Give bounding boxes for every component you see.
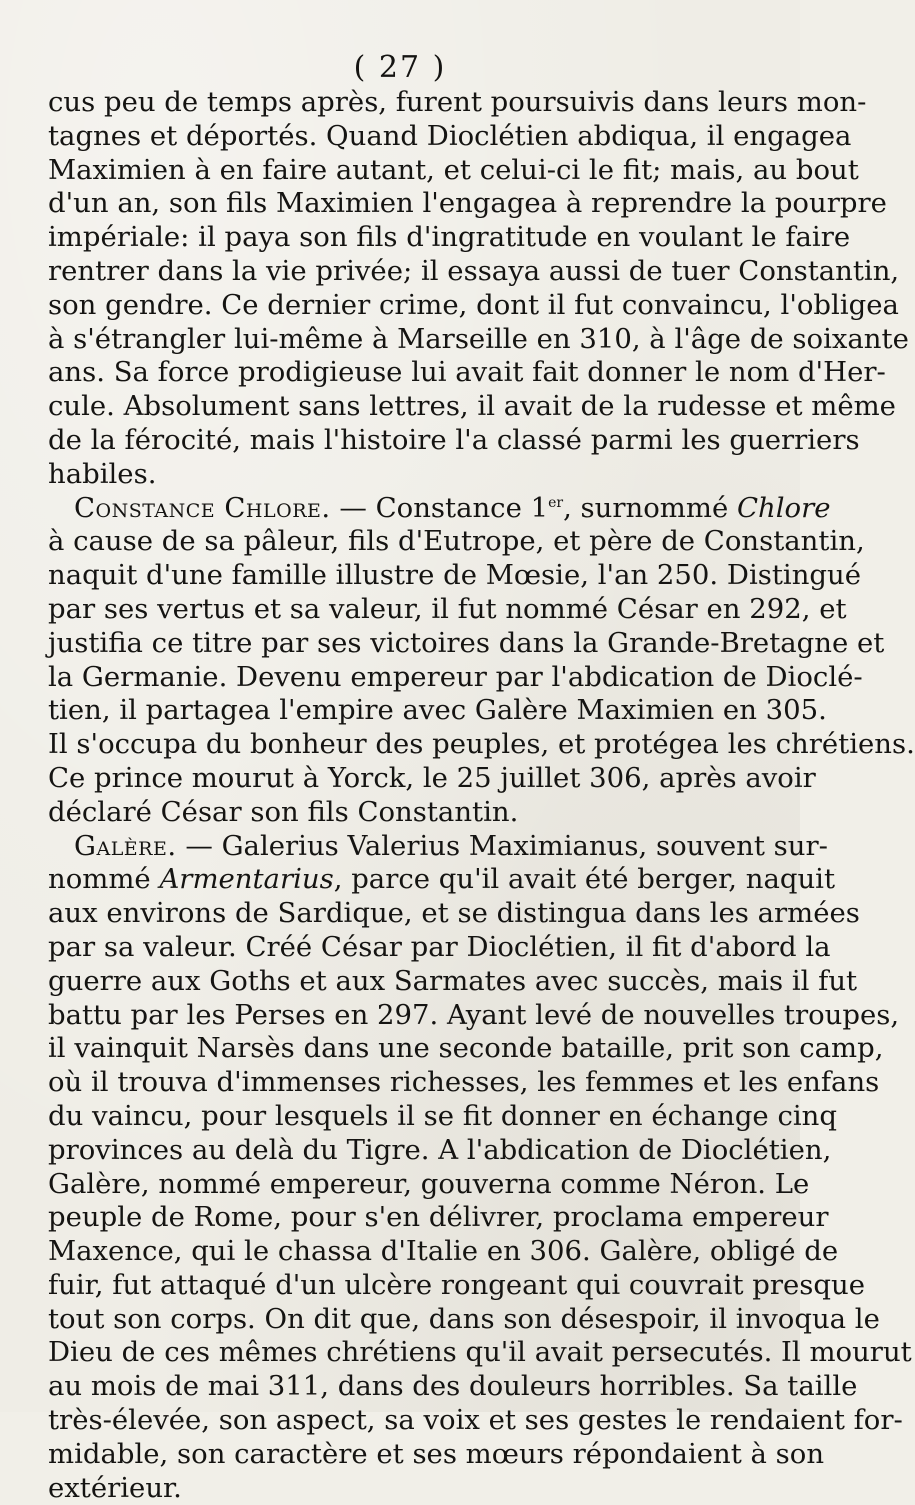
- text-line: [48, 153, 859, 188]
- text-line: [48, 930, 831, 965]
- line-text: impériale: il paya son fils d'ingratitude en voulant le faire: [48, 221, 851, 254]
- text-line: [48, 1302, 880, 1337]
- line-text: rentrer dans la vie privée; il essaya aussi de tuer Constantin,: [48, 254, 900, 287]
- line-text: Dieu de ces mêmes chrétiens qu'il avait persecutés. Il mourut: [48, 1336, 912, 1369]
- line-text: aux environs de Sardique, et se distingua dans les armées: [48, 897, 860, 930]
- text-line: [48, 221, 851, 255]
- line-text: midable, son caractère et ses mœurs répondaient à son: [48, 1437, 825, 1470]
- text-line: [48, 728, 915, 762]
- text-line: [48, 998, 900, 1033]
- text-line: [48, 1235, 839, 1269]
- line-text: , surnommé: [563, 491, 737, 524]
- text-line: [48, 390, 896, 424]
- text-line: [48, 1099, 837, 1134]
- line-text: fuir, fut attaqué d'un ulcère rongeant qui couvrait presque: [48, 1268, 865, 1301]
- text-line: [48, 660, 863, 695]
- line-text: au mois de mai 311, dans des douleurs horribles. Sa taille: [48, 1370, 858, 1403]
- line-text: Ce prince mourut à Yorck, le 25 juillet 306, après avoir: [48, 761, 816, 794]
- line-text: à cause de sa pâleur, fils d'Eutrope, et père de Constantin,: [48, 525, 865, 558]
- superscript: er: [548, 494, 564, 511]
- line-text: ans. Sa force prodigieuse lui avait fait donner le nom d'Her-: [48, 356, 886, 389]
- line-text: du vaincu, pour lesquels il se fit donner en échange cinq: [48, 1099, 837, 1132]
- text-line: [48, 322, 909, 357]
- line-text: Maxence, qui le chassa d'Italie en 306. Galère, obligé de: [48, 1235, 839, 1268]
- line-text: tien, il partagea l'empire avec Galère Maximien en 305.: [48, 694, 827, 727]
- line-text: justifia ce titre par ses victoires dans la Grande-Bretagne et: [48, 626, 885, 659]
- text-line: [48, 356, 886, 390]
- text-line: [48, 525, 865, 559]
- text-line: [48, 119, 852, 154]
- text-line: [48, 1268, 865, 1303]
- line-text: extérieur.: [48, 1471, 182, 1504]
- text-line: [48, 1167, 810, 1202]
- text-line: [48, 863, 836, 897]
- text-line: [48, 423, 860, 458]
- line-text: naquit d'une famille illustre de Mœsie, l'an 250. Distingué: [48, 559, 861, 592]
- line-text: par sa valeur. Créé César par Dioclétien, il fit d'abord la: [48, 930, 831, 963]
- line-text: son gendre. Ce dernier crime, dont il fut convaincu, l'obligea: [48, 288, 899, 321]
- line-text: Il s'occupa du bonheur des peuples, et protégea les chrétiens.: [48, 728, 915, 761]
- line-text: très-élevée, son aspect, sa voix et ses gestes le rendaient for-: [48, 1404, 903, 1437]
- text-line: [48, 1472, 760, 1505]
- line-text: de la férocité, mais l'histoire l'a classé parmi les guerriers: [48, 423, 860, 456]
- line-text: — Constance 1: [330, 491, 549, 524]
- line-text: battu par les Perses en 297. Ayant levé de nouvelles troupes,: [48, 998, 900, 1031]
- text-line: [48, 559, 861, 593]
- text-line: [48, 1133, 832, 1168]
- line-text: , parce qu'il avait été berger, naquit: [333, 863, 836, 896]
- text-line: [48, 1032, 884, 1066]
- line-text: à s'étrangler lui-même à Marseille en 310, à l'âge de soixante: [48, 322, 909, 355]
- text-line: [48, 254, 900, 289]
- page-number: ( 27 ): [353, 50, 447, 85]
- text-line: [48, 897, 860, 931]
- text-line: [48, 458, 760, 492]
- line-text: cule. Absolument sans lettres, il avait de la rudesse et même: [48, 390, 896, 423]
- line-text: Maximien à en faire autant, et celui-ci le fit; mais, au bout: [48, 153, 859, 186]
- text-line: [48, 86, 867, 120]
- text-line: [48, 1336, 912, 1370]
- entry-heading-line: [48, 829, 828, 864]
- text-line: [48, 694, 827, 728]
- line-text: provinces au delà du Tigre. A l'abdication de Dioclétien,: [48, 1133, 832, 1166]
- line-text: tagnes et déportés. Quand Dioclétien abdiqua, il engagea: [48, 119, 852, 152]
- text-line: [48, 1437, 825, 1472]
- line-text: habiles.: [48, 457, 157, 490]
- italic-term: Chlore: [736, 491, 831, 524]
- line-text: Galère, nommé empereur, gouverna comme Néron. Le: [48, 1167, 810, 1200]
- body-text: [48, 86, 915, 1505]
- line-text: où il trouva d'immenses richesses, les femmes et les enfans: [48, 1066, 880, 1099]
- line-text: guerre aux Goths et aux Sarmates avec succès, mais il fut: [48, 964, 858, 997]
- entry-heading-constance-chlore: Constance Chlore.: [74, 491, 331, 524]
- text-line: [48, 1066, 880, 1100]
- line-text: peuple de Rome, pour s'en délivrer, proclama empereur: [48, 1201, 829, 1234]
- italic-term: Armentarius: [159, 863, 334, 896]
- line-text: il vainquit Narsès dans une seconde bataille, prit son camp,: [48, 1032, 884, 1065]
- line-text: nommé: [48, 863, 160, 896]
- line-text: la Germanie. Devenu empereur par l'abdication de Dioclé-: [48, 660, 863, 693]
- line-text: cus peu de temps après, furent poursuivis dans leurs mon-: [48, 86, 867, 118]
- text-line: [48, 1201, 829, 1235]
- line-text: tout son corps. On dit que, dans son désespoir, il invoqua le: [48, 1302, 880, 1335]
- text-line: [48, 964, 858, 999]
- text-line: [48, 187, 887, 221]
- entry-heading-galere: Galère.: [74, 829, 177, 862]
- text-line: [48, 796, 760, 830]
- line-text: — Galerius Valerius Maximianus, souvent sur-: [176, 829, 828, 862]
- text-line: [48, 761, 816, 796]
- text-line: [48, 288, 899, 323]
- line-text: d'un an, son fils Maximien l'engagea à reprendre la pourpre: [48, 187, 887, 220]
- text-line: [48, 1370, 858, 1404]
- text-line: [48, 1404, 903, 1438]
- text-line: [48, 592, 847, 627]
- line-text: par ses vertus et sa valeur, il fut nommé César en 292, et: [48, 592, 847, 625]
- entry-heading-line: [48, 491, 831, 526]
- line-text: déclaré César son fils Constantin.: [48, 795, 519, 828]
- text-line: [48, 626, 885, 661]
